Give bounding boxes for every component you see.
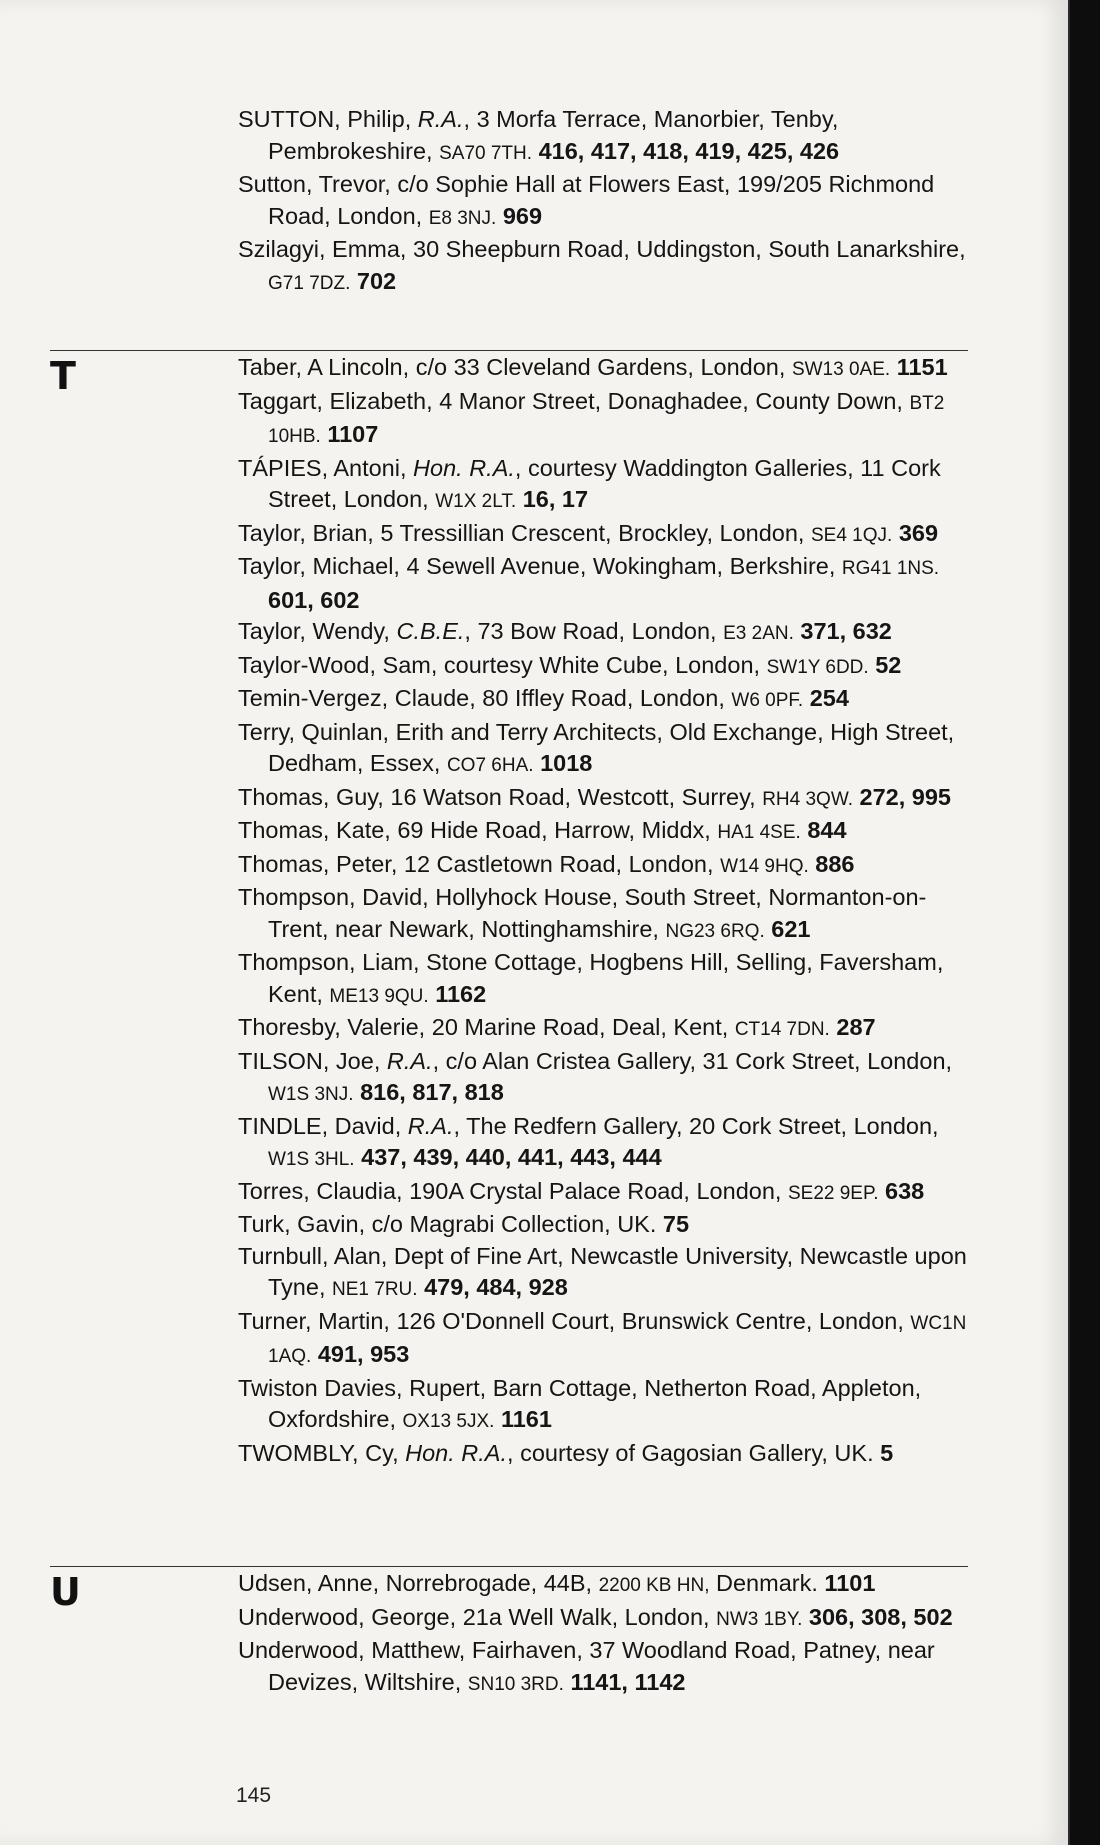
entry-address: Dept of Fine Art, Newcastle University, Newcastle upon Tyne,	[268, 1242, 967, 1300]
entry-postcode: W1X 2LT.	[435, 491, 517, 512]
entry-address: 30 Sheepburn Road, Uddingston, South Lanarkshire,	[413, 236, 966, 262]
entry-address: c/o Sophie Hall at Flowers East, 199/205 Richmond Road, London,	[268, 171, 935, 229]
entry-pages: 287	[836, 1014, 876, 1040]
entry-name: Temin-Vergez, Claude,	[238, 685, 476, 711]
index-entry	[238, 947, 978, 1012]
entry-pages: 5	[880, 1439, 894, 1466]
entry-postcode: RH4 3QW.	[762, 788, 853, 810]
entries-t	[238, 352, 978, 1469]
entry-name: Thompson, David,	[238, 884, 429, 910]
entry-honours: Hon. R.A.	[413, 454, 515, 481]
entry-postcode: HA1 4SE.	[717, 822, 801, 843]
index-entry	[238, 815, 978, 849]
entry-address: 80 Iffley Road, London,	[482, 685, 725, 711]
entry-pages: 1161	[500, 1406, 552, 1432]
entry-pages: 1162	[435, 980, 487, 1007]
entry-name: Turner, Martin,	[238, 1307, 390, 1334]
entry-address: Denmark.	[716, 1570, 818, 1596]
index-entry	[238, 1373, 978, 1438]
entry-name: Szilagyi, Emma,	[238, 236, 407, 262]
entry-name: TINDLE, David,	[238, 1112, 402, 1139]
entry-address: 20 Marine Road, Deal, Kent,	[431, 1014, 729, 1040]
entry-address: Stone Cottage, Hogbens Hill, Selling, Faversham, Kent,	[268, 949, 944, 1007]
index-entry	[238, 650, 978, 684]
entry-address: 12 Castletown Road, London,	[403, 850, 714, 877]
index-entry	[238, 352, 978, 386]
index-entry: SUTTON, Philip, R.A., 3 Morfa Terrace, Manorbier, Tenby, Pembrokeshire, SA70 7TH. 416, 417, 418, 419, 425, 426	[238, 106, 840, 164]
entry-pages: 371, 632	[800, 618, 892, 644]
entry-address: 126 O'Donnell Court, Brunswick Centre, London,	[396, 1307, 904, 1334]
entry-postcode: SE4 1QJ.	[810, 524, 893, 546]
page-number: 145	[236, 1784, 272, 1807]
index-entry	[238, 1209, 978, 1241]
index-entry	[238, 782, 978, 816]
entry-name: Turnbull, Alan,	[238, 1242, 388, 1269]
entry-pages: 16, 17	[522, 486, 589, 512]
index-entry	[238, 849, 978, 883]
entry-address: Barn Cottage, Netherton Road, Appleton, Oxfordshire,	[268, 1374, 922, 1432]
entry-name: Terry, Quinlan,	[238, 718, 390, 745]
entry-pages: 1141, 1142	[570, 1668, 686, 1695]
entry-postcode: W1S 3NJ.	[268, 1084, 354, 1105]
entry-pages: 306, 308, 502	[808, 1603, 953, 1630]
entry-address: courtesy of Gagosian Gallery, UK.	[520, 1439, 874, 1466]
entry-pages: 416, 417, 418, 419, 425, 426	[538, 137, 840, 164]
index-entry: Taylor, Wendy, C.B.E., 73 Bow Road, London, E3 2AN. 371, 632	[238, 618, 892, 644]
section-letter-u: U	[50, 1570, 81, 1614]
index-entry	[238, 882, 978, 947]
entry-name: Thomas, Guy,	[238, 783, 384, 810]
entry-name: Taylor, Brian,	[238, 519, 374, 546]
entry-postcode: NE1 7RU.	[332, 1279, 418, 1300]
entry-address: 5 Tressillian Crescent, Brockley, London,	[380, 519, 805, 546]
index-entry	[238, 683, 978, 717]
entry-postcode: NW3 1BY.	[716, 1608, 803, 1630]
entry-address: Fairhaven, 37 Woodland Road, Patney, near Devizes, Wiltshire,	[268, 1637, 935, 1695]
index-entry	[238, 1012, 978, 1046]
entry-address: c/o Alan Cristea Gallery, 31 Cork Street, London,	[445, 1047, 953, 1074]
section-divider	[50, 350, 968, 351]
entry-honours: R.A.	[386, 1047, 433, 1074]
index-entry: TINDLE, David, R.A., The Redfern Gallery, 20 Cork Street, London, W1S 3HL. 437, 439, 440, 441, 443, 444	[238, 1112, 939, 1170]
entry-name: Taylor-Wood, Sam,	[238, 651, 438, 678]
section-letter-t: T	[50, 354, 76, 398]
entry-name: Sutton, Trevor,	[238, 171, 391, 197]
index-entry	[238, 551, 978, 616]
entry-address: Erith and Terry Architects, Old Exchange, High Street, Dedham, Essex,	[268, 718, 955, 776]
entry-name: TWOMBLY, Cy,	[238, 1439, 399, 1466]
entries-u	[238, 1568, 978, 1700]
entry-postcode: RG41 1NS.	[841, 558, 940, 579]
index-entry	[238, 1176, 978, 1210]
entry-postcode: G71 7DZ.	[268, 272, 351, 294]
entry-postcode: OX13 5JX.	[402, 1411, 495, 1432]
entry-honours: C.B.E.	[396, 618, 465, 644]
entry-pages: 1018	[540, 750, 593, 776]
entry-postcode: E8 3NJ.	[428, 207, 497, 229]
entry-postcode: E3 2AN.	[723, 623, 794, 644]
entry-name: Thompson, Liam,	[238, 949, 420, 975]
entry-postcode: W6 0PF.	[731, 690, 804, 711]
entry-address: 3 Morfa Terrace, Manorbier, Tenby, Pembrokeshire,	[268, 106, 839, 164]
index-entry	[238, 518, 978, 552]
section-divider	[50, 1566, 968, 1567]
entry-postcode: SE22 9EP.	[787, 1182, 879, 1204]
entry-address: 16 Watson Road, Westcott, Surrey,	[390, 783, 756, 810]
entry-name: Twiston Davies, Rupert,	[238, 1374, 487, 1401]
index-entry	[238, 169, 978, 234]
index-entry	[238, 1635, 978, 1700]
entry-postcode: W14 9HQ.	[720, 855, 809, 877]
entry-address: 190A Crystal Palace Road, London,	[409, 1177, 782, 1204]
entry-name: TILSON, Joe,	[238, 1047, 381, 1074]
entry-honours: Hon. R.A.	[405, 1439, 508, 1466]
index-entry	[238, 386, 978, 453]
entry-postcode: CT14 7DN.	[734, 1019, 830, 1040]
entry-name: Underwood, George,	[238, 1603, 457, 1630]
entry-pages: 75	[662, 1211, 690, 1237]
entry-pages: 844	[807, 817, 847, 843]
entry-postcode: NG23 6RQ.	[665, 920, 765, 942]
entry-name: Udsen, Anne,	[238, 1570, 380, 1596]
entry-pages: 1107	[327, 421, 379, 447]
entry-postcode: SN10 3RD.	[467, 1673, 564, 1695]
entry-address: 73 Bow Road, London,	[477, 618, 717, 644]
entry-name: Underwood, Matthew,	[238, 1637, 466, 1663]
entry-pages: 254	[809, 685, 849, 711]
entry-address: courtesy White Cube, London,	[443, 651, 761, 678]
entry-postcode: SA70 7TH.	[439, 142, 533, 164]
entry-pages: 886	[815, 850, 855, 877]
entry-postcode: W1S 3HL.	[268, 1149, 355, 1170]
index-entry	[238, 717, 978, 782]
entry-pages: 437, 439, 440, 441, 443, 444	[361, 1144, 662, 1170]
entry-postcode: BT2 10HB.	[268, 392, 945, 447]
index-entry: TÁPIES, Antoni, Hon. R.A., courtesy Waddington Galleries, 11 Cork Street, London, W1X 2LT. 16, 17	[238, 454, 941, 512]
entry-name: Thomas, Peter,	[238, 850, 398, 877]
index-entry: TWOMBLY, Cy, Hon. R.A., courtesy of Gagosian Gallery, UK. 5	[238, 1439, 894, 1466]
entry-pages: 638	[885, 1177, 925, 1204]
entry-name: SUTTON, Philip,	[238, 106, 412, 132]
entry-address: Norrebrogade, 44B,	[385, 1570, 593, 1596]
entry-pages: 601, 602	[268, 586, 360, 613]
index-entry: TILSON, Joe, R.A., c/o Alan Cristea Gallery, 31 Cork Street, London, W1S 3NJ. 816, 817, 818	[238, 1047, 953, 1105]
entry-pages: 272, 995	[859, 783, 952, 810]
entry-name: Taggart, Elizabeth,	[238, 387, 433, 414]
entry-postcode: WC1N 1AQ.	[268, 1312, 967, 1367]
entry-postcode: ME13 9QU.	[329, 985, 429, 1007]
entry-address: 4 Manor Street, Donaghadee, County Down,	[439, 387, 903, 414]
entry-address: 69 Hide Road, Harrow, Middx,	[397, 817, 711, 843]
entry-pages: 369	[898, 519, 939, 546]
entry-postcode: SW13 0AE.	[791, 359, 891, 380]
entry-address: courtesy Waddington Galleries, 11 Cork Street, London,	[268, 454, 941, 512]
entry-pages: 479, 484, 928	[424, 1274, 568, 1300]
entry-pages: 1151	[896, 354, 948, 380]
entry-pages: 969	[502, 202, 543, 229]
entry-postcode: SW1Y 6DD.	[766, 656, 869, 678]
entry-address: The Redfern Gallery, 20 Cork Street, London,	[466, 1112, 939, 1139]
entry-address: c/o 33 Cleveland Gardens, London,	[415, 354, 786, 380]
entries-s	[238, 104, 978, 299]
index-entry	[238, 1568, 978, 1602]
entry-address: Hollyhock House, South Street, Normanton-on-Trent, near Newark, Nottinghamshire,	[268, 884, 927, 942]
entry-honours: R.A.	[407, 1112, 454, 1139]
entry-name: Turk, Gavin,	[238, 1211, 366, 1237]
index-entry	[238, 234, 978, 299]
entry-name: Thoresby, Valerie,	[238, 1014, 426, 1040]
entry-address: 21a Well Walk, London,	[462, 1603, 710, 1630]
entry-name: Thomas, Kate,	[238, 817, 391, 843]
entry-name: Taylor, Michael,	[238, 553, 400, 579]
entry-pages: 52	[875, 651, 902, 678]
entry-pages: 702	[356, 267, 397, 294]
index-entry	[238, 1306, 978, 1373]
index-entry	[238, 1241, 978, 1306]
entry-pages: 621	[771, 915, 811, 942]
entry-address: 4 Sewell Avenue, Wokingham, Berkshire,	[406, 553, 836, 579]
entry-pages: 816, 817, 818	[360, 1079, 504, 1105]
entry-pages: 1101	[824, 1570, 876, 1596]
entry-name: Taber, A Lincoln,	[238, 354, 410, 380]
entry-name: Taylor, Wendy,	[238, 618, 390, 644]
entry-honours: R.A.	[417, 106, 464, 132]
entry-pages: 491, 953	[317, 1341, 410, 1367]
entry-address: c/o Magrabi Collection, UK.	[371, 1211, 657, 1237]
index-entry	[238, 1602, 978, 1636]
entry-name: Torres, Claudia,	[238, 1177, 403, 1204]
entry-postcode: CO7 6HA.	[446, 755, 534, 776]
entry-postcode: 2200 KB HN,	[598, 1575, 710, 1596]
entry-name: TÁPIES, Antoni,	[238, 454, 407, 481]
